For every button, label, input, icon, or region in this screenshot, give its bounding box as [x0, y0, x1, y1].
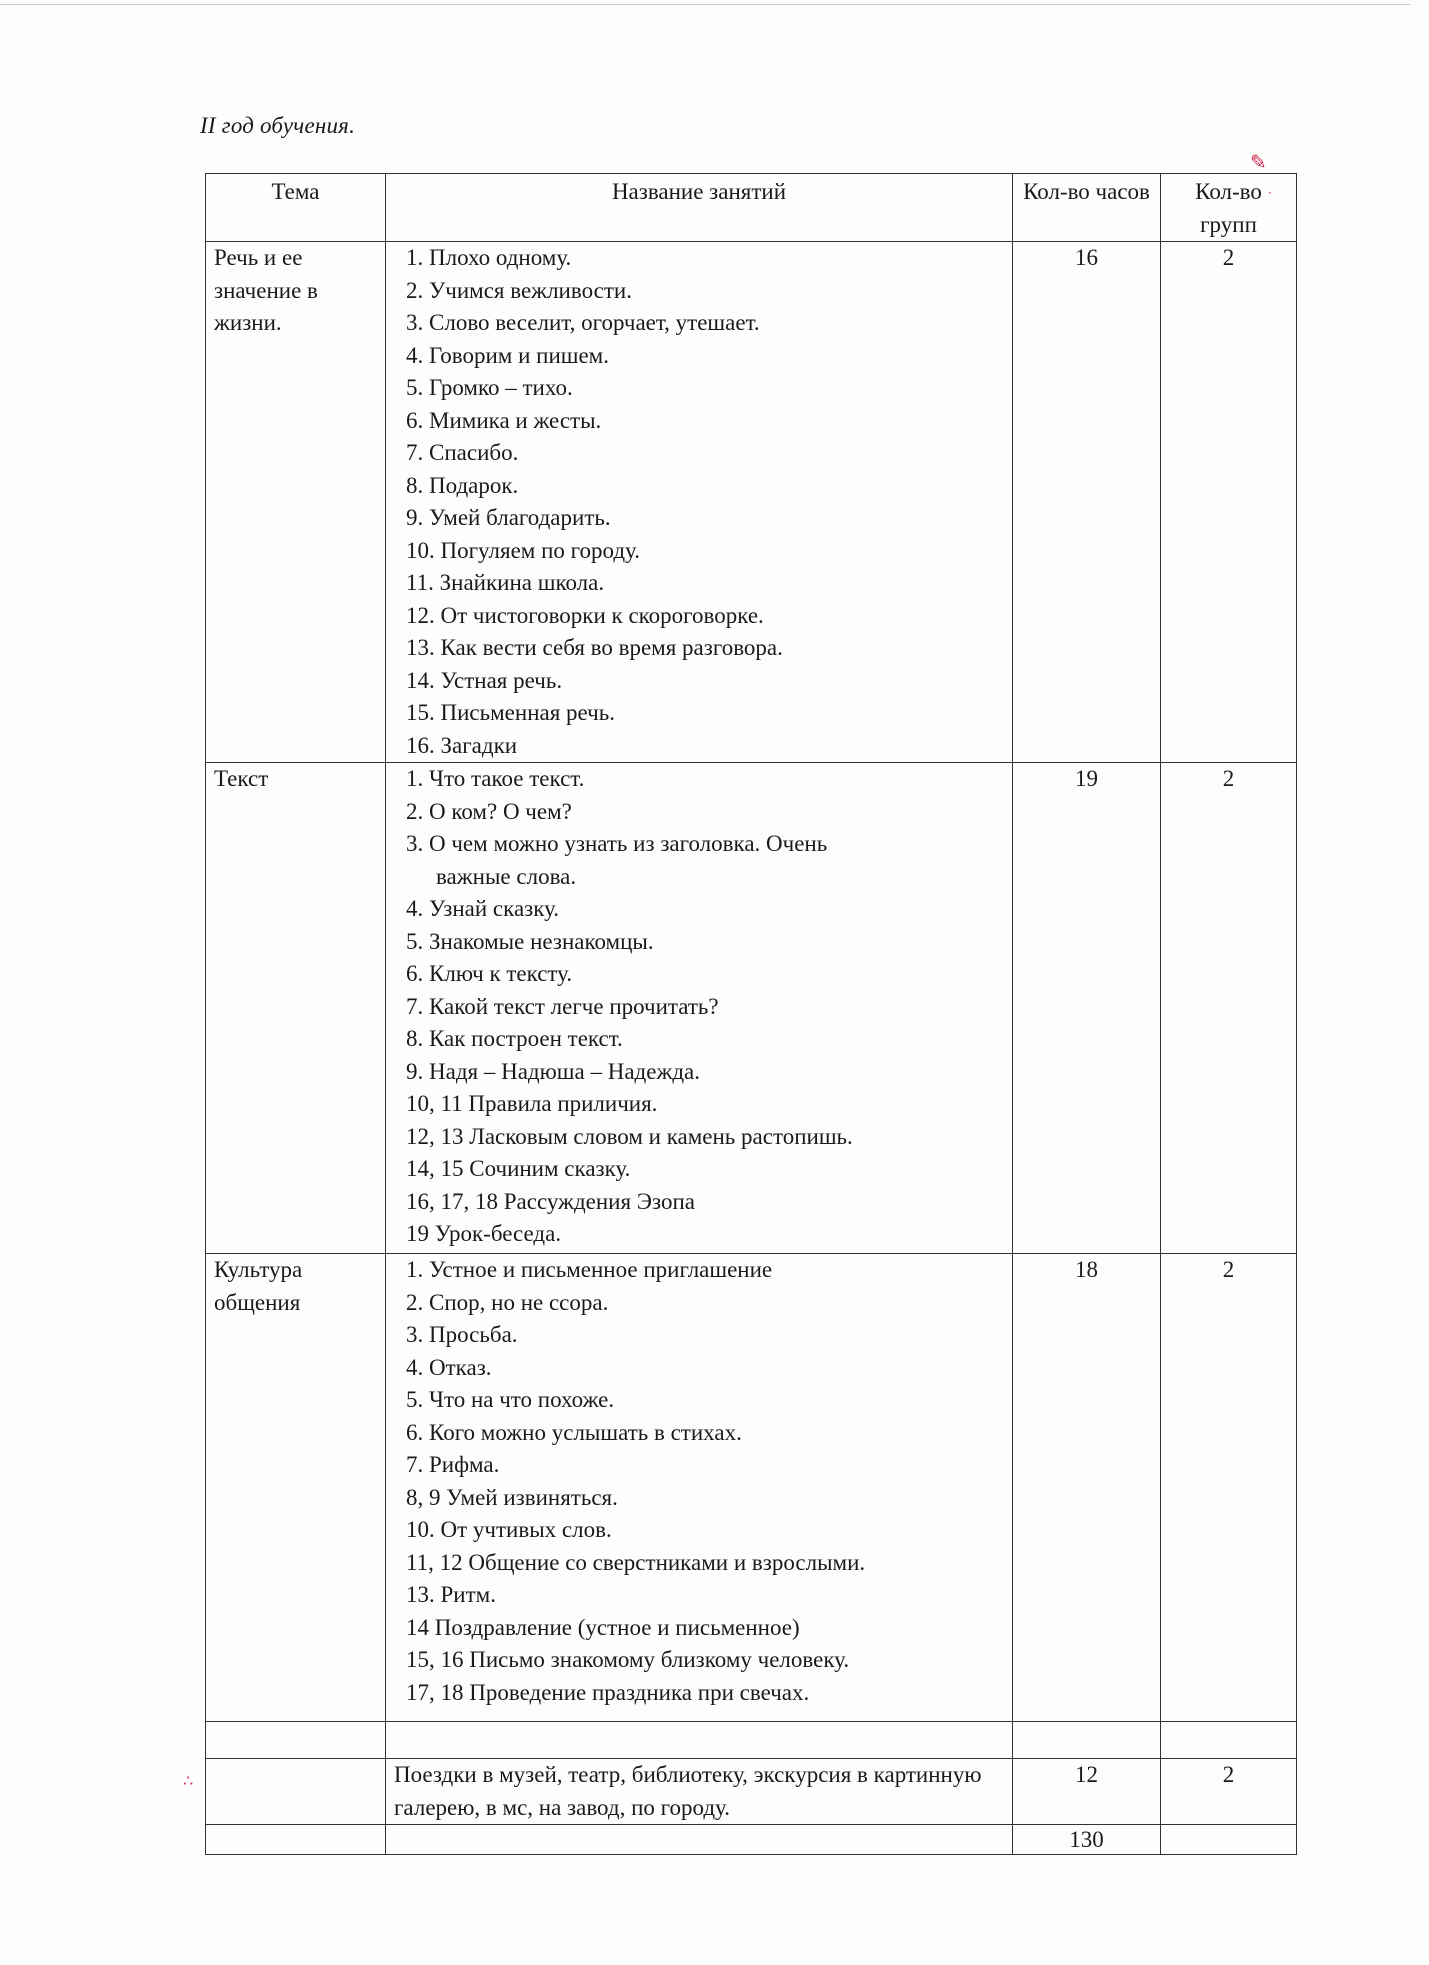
red-pen-mark: ✎	[1250, 150, 1267, 174]
empty-row	[206, 1722, 1297, 1759]
scan-edge-line	[0, 4, 1410, 5]
lessons-cell	[386, 1254, 1013, 1722]
lesson-item: 2. Спор, но не ссора.	[406, 1289, 609, 1315]
lesson-item: 4. Узнай сказку.	[406, 896, 560, 921]
header-lesson: Название занятий	[386, 174, 1013, 242]
lesson-item: 1. Устное и письменное приглашение	[406, 1257, 773, 1282]
lesson-item: 15, 16 Письмо знакомому близкому человеку.	[406, 1647, 850, 1672]
lessons-cell	[386, 763, 1013, 1254]
lesson-item: 7. Какой текст легче прочитать?	[406, 993, 719, 1019]
lesson-item: 17, 18 Проведение праздника при свечах.	[406, 1679, 810, 1705]
groups-cell: 2	[1161, 1759, 1297, 1825]
lessons-cell	[386, 242, 1013, 763]
header-hours: Кол-во часов	[1013, 174, 1161, 242]
lesson-item: 16. Загадки	[406, 732, 518, 758]
lesson-item: 6. Мимика и жесты.	[406, 407, 602, 433]
lesson-item: 5. Знакомые незнакомцы.	[406, 928, 654, 954]
lesson-item: 4. Отказ.	[406, 1354, 492, 1380]
lesson-item: 10, 11 Правила приличия.	[406, 1091, 658, 1116]
lesson-item: 14. Устная речь.	[406, 667, 563, 693]
table-row	[206, 763, 1297, 1254]
table-header-row	[206, 174, 1297, 242]
lesson-item: 5. Громко – тихо.	[406, 375, 573, 400]
trips-row	[206, 1759, 1297, 1825]
topic-cell: Культура общения	[206, 1254, 386, 1722]
lesson-item: 14 Поздравление (устное и письменное)	[406, 1614, 800, 1640]
lesson-item: 19 Урок-беседа.	[406, 1221, 562, 1246]
trips-cell: Поездки в музей, театр, библиотеку, экскурсия в картинную галерею, в мс, на завод, по городу.	[386, 1759, 1013, 1825]
topic-cell: Текст	[206, 763, 386, 1254]
empty-topic-cell	[206, 1759, 386, 1825]
total-row	[206, 1825, 1297, 1855]
header-groups: Кол-во групп	[1161, 174, 1297, 242]
topic-cell: Речь и ее значение в жизни.	[206, 242, 386, 763]
lesson-item: 11. Знайкина школа.	[406, 570, 605, 595]
lesson-item: 16, 17, 18 Рассуждения Эзопа	[406, 1188, 695, 1214]
lesson-item-continuation: важные слова.	[436, 863, 577, 889]
hours-cell: 12	[1013, 1759, 1161, 1825]
groups-cell: 2	[1161, 763, 1297, 1254]
lesson-item: 7. Рифма.	[406, 1452, 500, 1477]
lesson-item: 13. Ритм.	[406, 1582, 496, 1607]
lesson-item: 10. Погуляем по городу.	[406, 537, 641, 563]
table-row	[206, 1254, 1297, 1722]
header-topic: Тема	[206, 174, 386, 242]
lesson-item: 8. Подарок.	[406, 472, 519, 498]
lesson-item: 6. Ключ к тексту.	[406, 961, 573, 986]
lesson-item: 4. Говорим и пишем.	[406, 342, 609, 368]
lesson-item: 2. Учимся вежливости.	[406, 277, 632, 303]
red-dot-mark: ·	[1268, 186, 1272, 200]
total-hours-cell: 130	[1013, 1825, 1161, 1855]
hours-cell: 19	[1013, 763, 1161, 1254]
lesson-item: 1. Плохо одному.	[406, 245, 572, 270]
groups-cell: 2	[1161, 242, 1297, 763]
lesson-item: 3. О чем можно узнать из заголовка. Очень	[406, 831, 828, 856]
lesson-item: 13. Как вести себя во время разговора.	[406, 635, 783, 660]
lesson-item: 12, 13 Ласковым словом и камень растопишь.	[406, 1123, 853, 1149]
lesson-item: 1. Что такое текст.	[406, 766, 585, 791]
lesson-item: 8. Как построен текст.	[406, 1026, 623, 1051]
red-scribble-mark: ∴	[183, 1771, 194, 1790]
lesson-item: 2. О ком? О чем?	[406, 798, 572, 824]
lesson-item: 14, 15 Сочиним сказку.	[406, 1156, 631, 1181]
lesson-item: 8, 9 Умей извиняться.	[406, 1484, 618, 1510]
lesson-item: 3. Просьба.	[406, 1322, 518, 1347]
lesson-item: 7. Спасибо.	[406, 440, 519, 465]
lesson-item: 5. Что на что похоже.	[406, 1387, 615, 1412]
lesson-item: 3. Слово веселит, огорчает, утешает.	[406, 310, 760, 335]
lesson-item: 9. Умей благодарить.	[406, 505, 611, 530]
table-row	[206, 242, 1297, 763]
lesson-item: 9. Надя – Надюша – Надежда.	[406, 1058, 701, 1084]
lesson-item: 12. От чистоговорки к скороговорке.	[406, 602, 764, 628]
hours-cell: 18	[1013, 1254, 1161, 1722]
lesson-item: 15. Письменная речь.	[406, 700, 615, 725]
hours-cell: 16	[1013, 242, 1161, 763]
groups-cell: 2	[1161, 1254, 1297, 1722]
lesson-item: 10. От учтивых слов.	[406, 1517, 612, 1542]
lesson-item: 6. Кого можно услышать в стихах.	[406, 1419, 742, 1445]
lesson-item: 11, 12 Общение со сверстниками и взрослыми.	[406, 1549, 866, 1575]
page-heading: II год обучения.	[200, 113, 356, 138]
curriculum-table	[205, 173, 1297, 1855]
